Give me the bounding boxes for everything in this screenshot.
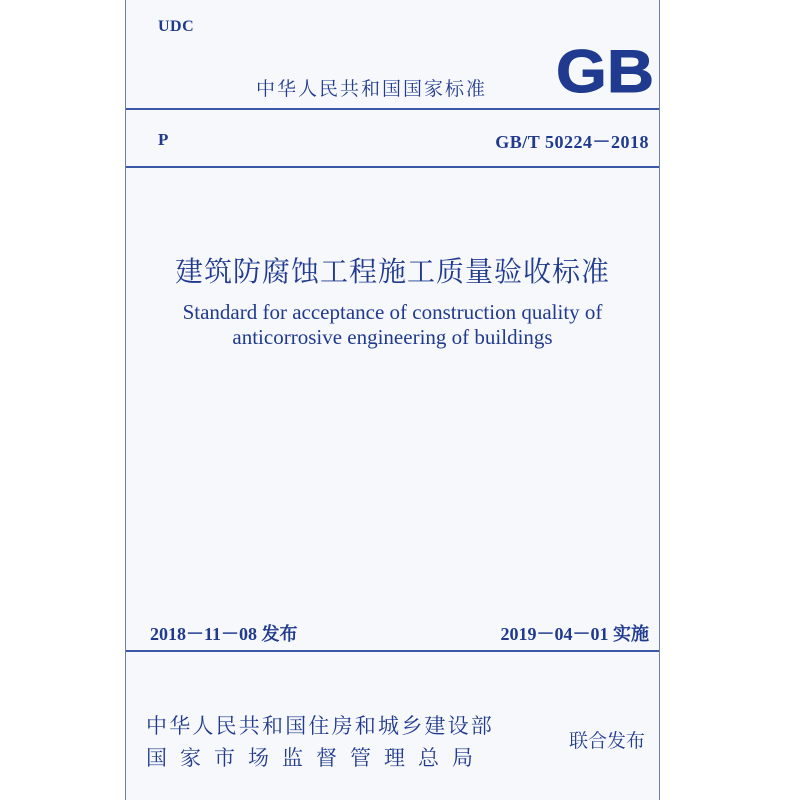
header-rule-bottom — [126, 166, 659, 168]
implementation-date: 2019－04－01 实施 — [500, 624, 649, 644]
title-english-line-2: anticorrosive engineering of buildings — [232, 325, 553, 349]
classification-code: P — [158, 130, 169, 149]
title-english — [126, 300, 659, 350]
udc-label: UDC — [158, 18, 195, 35]
national-standard-label: 中华人民共和国国家标准 — [256, 78, 488, 100]
publisher-line-1: 中华人民共和国住房和城乡建设部 — [146, 714, 494, 738]
svg-text:GB: GB — [556, 40, 654, 98]
gb-logo-icon — [554, 40, 656, 98]
footer-rule — [126, 650, 659, 652]
publisher-line-2: 国家市场监督管理总局 — [146, 746, 486, 770]
standard-code: GB/T 50224－2018 — [495, 132, 649, 152]
header-rule-top — [126, 108, 659, 110]
title-chinese: 建筑防腐蚀工程施工质量验收标准 — [174, 255, 610, 288]
joint-publication-label: 联合发布 — [568, 730, 645, 752]
title-english-line-1: Standard for acceptance of construction quality of — [182, 300, 603, 324]
book-cover — [125, 0, 660, 800]
issue-date: 2018－11－08 发布 — [150, 624, 298, 644]
